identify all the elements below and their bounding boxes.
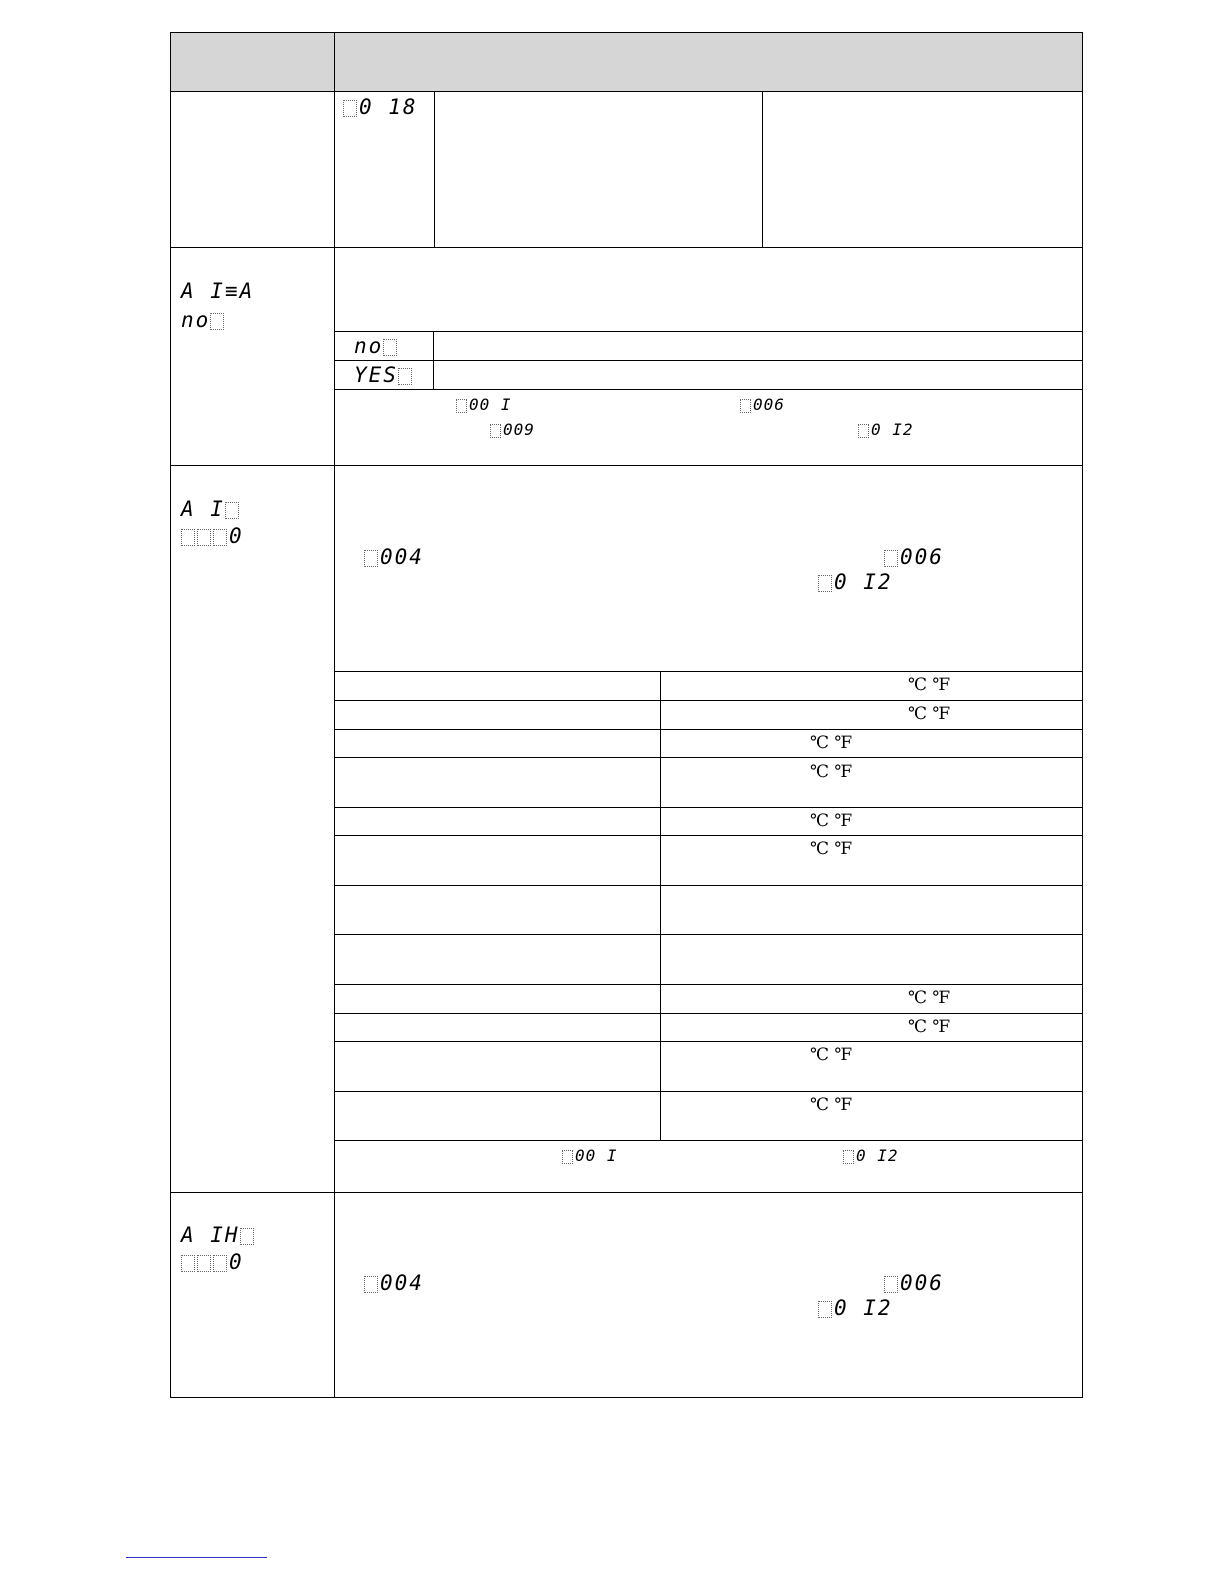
row3-body-code-2 — [884, 545, 944, 569]
table-header-right — [335, 33, 1082, 91]
body-code: 0 I2 — [834, 570, 893, 594]
blank-digit-icon — [740, 399, 751, 413]
unit-celsius-fahrenheit: ℃ ℉ — [908, 675, 951, 695]
blank-digit-icon — [364, 550, 378, 567]
unit-celsius-fahrenheit: ℃ ℉ — [908, 704, 951, 724]
note-code: 009 — [503, 420, 535, 439]
row1-code: 0 18 — [359, 95, 418, 119]
row3-subtable-line — [334, 934, 1083, 935]
blank-digit-icon — [343, 100, 357, 117]
row2-code-top: A I≡A — [181, 279, 255, 303]
code-text: 0 — [229, 524, 244, 548]
blank-digit-icon — [197, 529, 211, 546]
row3-note-code-1 — [562, 1147, 618, 1165]
table-border-top — [170, 32, 1083, 33]
unit-celsius-fahrenheit: ℃ ℉ — [810, 1045, 853, 1065]
row-divider-1 — [170, 247, 1083, 248]
row4-code-bottom — [181, 1250, 244, 1274]
row1-subdivider-a — [434, 91, 435, 248]
row1-subdivider-b — [762, 91, 763, 248]
blank-digit-icon — [456, 399, 467, 413]
footer-link-underline — [126, 1557, 267, 1558]
row2-note-code-1 — [456, 396, 512, 414]
row4-body-code-2 — [884, 1271, 944, 1295]
row4-code-top — [181, 1223, 256, 1247]
row2-option-divider — [433, 331, 434, 390]
blank-digit-icon — [225, 502, 239, 519]
row2-code-bottom: no — [181, 308, 211, 332]
unit-celsius-fahrenheit: ℃ ℉ — [810, 762, 853, 782]
row3-body-code-3 — [818, 570, 893, 594]
unit-celsius-fahrenheit: ℃ ℉ — [908, 988, 951, 1008]
body-code: 0 I2 — [834, 1296, 893, 1320]
table-border-left — [170, 32, 171, 1398]
blank-digit-icon — [364, 1276, 378, 1293]
table-border-bottom — [170, 1397, 1083, 1398]
table-header-left — [171, 33, 334, 91]
blank-digit-icon — [818, 575, 832, 592]
row3-subtable-line — [334, 1140, 1083, 1141]
row3-body-code-1 — [364, 545, 424, 569]
row2-option-no — [354, 334, 399, 358]
header-divider — [170, 91, 1083, 92]
option-label: no — [354, 334, 384, 358]
option-label: YES — [354, 363, 398, 387]
row3-subtable-line — [334, 835, 1083, 836]
row3-subtable-line — [334, 757, 1083, 758]
blank-digit-icon — [210, 313, 224, 330]
blank-digit-icon — [181, 529, 195, 546]
note-code: 00 I — [575, 1146, 618, 1165]
row-divider-3 — [170, 1192, 1083, 1193]
note-code: 00 I — [469, 395, 512, 414]
unit-celsius-fahrenheit: ℃ ℉ — [810, 839, 853, 859]
body-code: 006 — [900, 545, 944, 569]
unit-celsius-fahrenheit: ℃ ℉ — [908, 1017, 951, 1037]
row3-subtable-line — [334, 1013, 1083, 1014]
blank-digit-icon — [240, 1228, 254, 1245]
row4-body-code-3 — [818, 1296, 893, 1320]
code-text: 0 — [229, 1250, 244, 1274]
blank-digit-icon — [398, 368, 412, 385]
row3-subtable-line — [334, 700, 1083, 701]
row2-code-bottom-display — [181, 308, 226, 332]
row3-subtable-divider — [660, 671, 661, 1141]
row4-body-code-1 — [364, 1271, 424, 1295]
body-code: 004 — [380, 1271, 424, 1295]
code-text: A IH — [181, 1223, 240, 1247]
note-code: 0 I2 — [856, 1146, 899, 1165]
code-text: A I — [181, 497, 225, 521]
row2-note-code-2 — [740, 396, 785, 414]
blank-digit-icon — [213, 1255, 227, 1272]
note-code: 006 — [753, 395, 785, 414]
row3-subtable-line — [334, 807, 1083, 808]
body-code: 004 — [380, 545, 424, 569]
blank-digit-icon — [383, 339, 397, 356]
unit-celsius-fahrenheit: ℃ ℉ — [810, 733, 853, 753]
row2-subline-3 — [334, 389, 1083, 390]
blank-digit-icon — [884, 550, 898, 567]
row2-note-code-4 — [858, 421, 914, 439]
row-divider-2 — [170, 465, 1083, 466]
blank-digit-icon — [562, 1150, 573, 1164]
unit-celsius-fahrenheit: ℃ ℉ — [810, 1095, 853, 1115]
row2-option-yes — [354, 363, 414, 387]
row3-subtable-line — [334, 1041, 1083, 1042]
row3-subtable-line — [334, 885, 1083, 886]
row2-subline-2 — [334, 360, 1083, 361]
blank-digit-icon — [858, 424, 869, 438]
blank-digit-icon — [884, 1276, 898, 1293]
row3-code-top — [181, 497, 241, 521]
blank-digit-icon — [213, 529, 227, 546]
row2-note-code-3 — [490, 421, 535, 439]
row3-code-bottom — [181, 524, 244, 548]
table-border-right — [1082, 32, 1083, 1398]
row3-subtable-line — [334, 1091, 1083, 1092]
unit-celsius-fahrenheit: ℃ ℉ — [810, 811, 853, 831]
blank-digit-icon — [843, 1150, 854, 1164]
blank-digit-icon — [490, 424, 501, 438]
note-code: 0 I2 — [871, 420, 914, 439]
row3-subtable-line — [334, 671, 1083, 672]
column-divider — [334, 32, 335, 1398]
blank-digit-icon — [181, 1255, 195, 1272]
blank-digit-icon — [818, 1301, 832, 1318]
row3-subtable-line — [334, 984, 1083, 985]
row3-subtable-line — [334, 729, 1083, 730]
body-code: 006 — [900, 1271, 944, 1295]
row1-code-display — [343, 95, 418, 119]
blank-digit-icon — [197, 1255, 211, 1272]
row3-note-code-2 — [843, 1147, 899, 1165]
row2-subline-1 — [334, 331, 1083, 332]
